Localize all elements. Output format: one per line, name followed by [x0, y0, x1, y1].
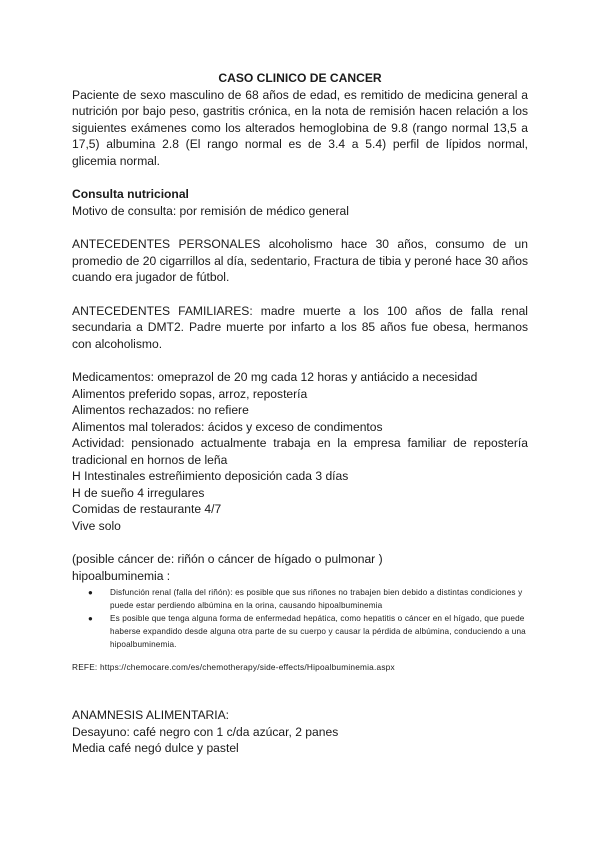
habito-mal-tolerados: Alimentos mal tolerados: ácidos y exceso de condimentos	[72, 419, 383, 434]
bullet-dot-icon: ●	[88, 588, 93, 597]
anamnesis-media: Media café negó dulce y pastel	[72, 741, 239, 755]
habito-medicamentos: Medicamentos: omeprazol de 20 mg cada 12 horas y antiácido a necesidad	[72, 370, 478, 384]
consulta-heading: Consulta nutricional	[72, 187, 189, 201]
bullet-item	[88, 586, 528, 612]
anamnesis-heading: ANAMNESIS ALIMENTARIA:	[72, 708, 230, 722]
reference-link[interactable]: REFE: https://chemocare.com/es/chemotherapy/side-effects/Hipoalbuminemia.aspx	[72, 662, 395, 672]
bullet-item	[88, 612, 528, 651]
bullet-text: Es posible que tenga alguna forma de enfermedad hepática, como hepatitis o cáncer en el hígado, que puede haberse expandido desde alguna otra parte de su cuerpo y causar la pérdida de albúmina, conduciendo a una hipoalbuminemia.	[110, 614, 526, 649]
motivo-consulta: Motivo de consulta: por remisión de médico general	[72, 203, 349, 218]
document-title: CASO CLINICO DE CANCER	[218, 71, 382, 85]
anamnesis-desayuno: Desayuno: café negro con 1 c/da azúcar, 2 panes	[72, 724, 339, 739]
habito-sueno: H de sueño 4 irregulares	[72, 485, 205, 500]
posible-cancer: (posible cáncer de: riñón o cáncer de hígado o pulmonar )	[72, 552, 383, 566]
habitos-list	[72, 369, 528, 534]
antecedentes-personales: ANTECEDENTES PERSONALES alcoholismo hace 30 años, consumo de un promedio de 20 cigarrillos al día, sedentario, Fractura de tibia y peroné hace 30 años cuando era jugador de fútbol.	[72, 237, 528, 284]
hipoalbuminemia-label: hipoalbuminemia :	[72, 568, 171, 583]
antecedentes-familiares: ANTECEDENTES FAMILIARES: madre muerte a los 100 años de falla renal secundaria a DMT2. Padre muerte por infarto a los 85 años fue obesa, hermanos con alcoholismo.	[72, 303, 528, 351]
habito-intestinales: H Intestinales estreñimiento deposición cada 3 días	[72, 469, 349, 483]
habito-rechazados: Alimentos rechazados: no refiere	[72, 403, 249, 417]
intro-paragraph: Paciente de sexo masculino de 68 años de edad, es remitido de medicina general a nutrición por bajo peso, gastritis crónica, en la nota de remisión hacen relación a los siguientes exámenes como los alterados hemoglobina de 9.8 (rango normal 13,5 a 17,5) albumina 2.8 (El rango normal es de 3.4 a 5.4) perfil de lípidos normal, glicemia normal.	[72, 87, 528, 168]
bullet-dot-icon: ●	[88, 614, 93, 623]
hipoalbuminemia-bullets	[72, 586, 528, 651]
document-page	[72, 70, 528, 757]
bullet-text: Disfunción renal (falla del riñón): es posible que sus riñones no trabajen bien debido a distintas condiciones y puede estar perdiendo albúmina en la orina, causando hipoalbuminemia	[110, 588, 523, 610]
habito-comidas-restaurante: Comidas de restaurante 4/7	[72, 502, 222, 516]
habito-actividad: Actividad: pensionado actualmente trabaja en la empresa familiar de repostería tradicional en hornos de leña	[72, 436, 528, 467]
habito-preferidos: Alimentos preferido sopas, arroz, repostería	[72, 386, 308, 401]
habito-vive-solo: Vive solo	[72, 518, 121, 533]
